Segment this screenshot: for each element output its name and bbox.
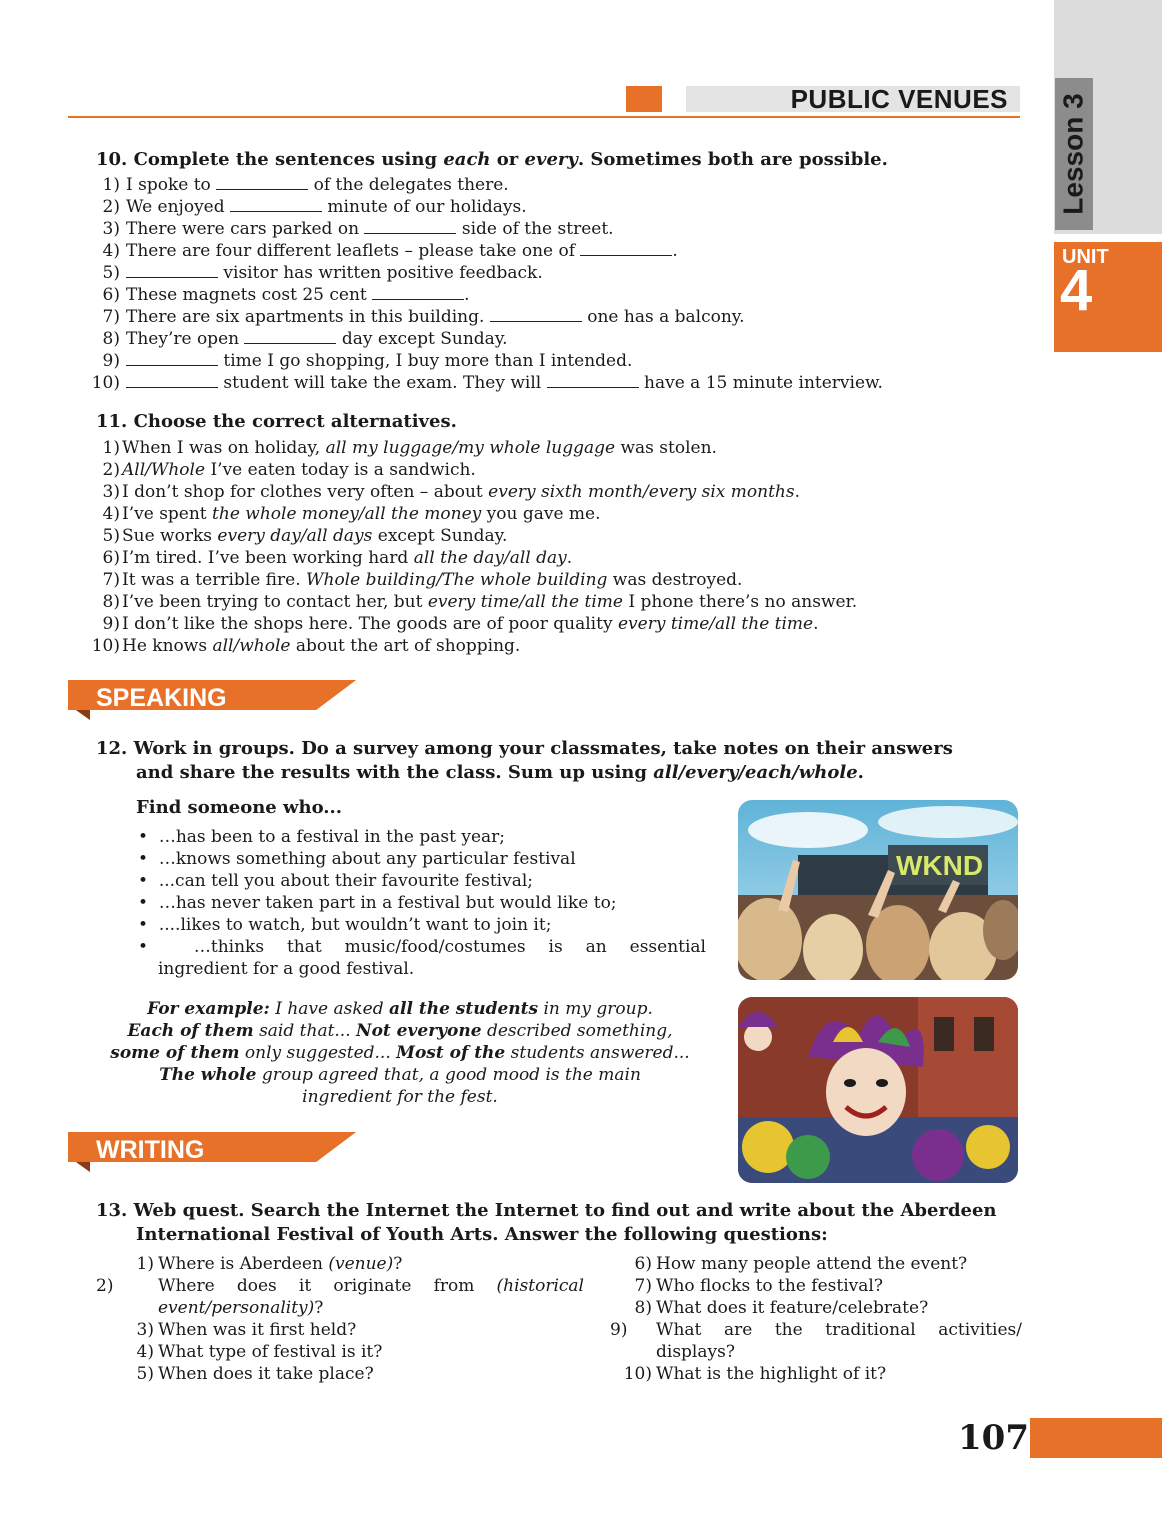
page-title: PUBLIC VENUES [790,84,1008,114]
bullet-continuation [138,958,706,980]
blank-field[interactable] [126,351,218,366]
item-number: 9) [102,351,120,371]
item-text: about the art of shopping. [290,636,521,656]
item-text: Who flocks to the festival? [656,1276,883,1296]
bullet-text: …thinks that music/food/costumes is an essential [193,937,706,957]
list-item [78,481,857,503]
item-text: There are six apartments in this building. [126,307,490,327]
writing-banner [68,1132,358,1170]
page-number-bar [1030,1418,1162,1458]
list-item [78,613,857,635]
item-number: 2) [102,197,120,217]
question-item [96,1319,584,1341]
question-item [96,1341,584,1363]
item-text: . [813,614,819,634]
list-item [78,547,857,569]
item-number: 1) [136,1254,154,1274]
blank-field[interactable] [216,175,308,190]
bullet-text: …has never taken part in a festival but would like to; [158,893,617,913]
item-text: I’m tired. I’ve been working hard [122,548,414,568]
item-text: There were cars parked on [126,219,365,239]
carnival-float-photo [738,997,1018,1183]
question-item [96,1253,584,1275]
list-item [78,437,857,459]
item-number: 6) [102,548,120,568]
list-item [78,218,883,240]
item-text: displays? [656,1342,735,1362]
blank-field[interactable] [126,263,218,278]
exercise-number: 12. [96,738,128,759]
exercise-11-title: 11. Choose the correct alternatives. [96,411,457,432]
blank-field[interactable] [364,219,456,234]
item-text: ? [393,1254,403,1274]
item-alternatives[interactable]: all the day/all day [413,548,567,568]
list-item [78,306,883,328]
ex12-line: . [857,762,864,783]
questions-left-column [96,1253,584,1385]
item-alternatives[interactable]: every time/all the time [427,592,623,612]
item-text: have a 15 minute interview. [638,373,883,393]
item-number: 10) [91,636,120,656]
bullet-item: • ...can tell you about their favourite festival; [138,871,533,891]
item-text: When was it first held? [158,1320,357,1340]
exercise-12-title-line2 [136,761,864,785]
item-text: . [672,241,678,261]
blank-field[interactable] [490,307,582,322]
speaking-banner [68,680,358,718]
item-number: 6) [102,285,120,305]
ex12-italic: all/every/each/whole [653,762,858,783]
question-item [610,1253,1022,1275]
question-item [96,1363,584,1385]
item-text: I don’t shop for clothes very often – about [122,482,489,502]
item-number: 2) [102,460,120,480]
item-number: 1) [102,175,120,195]
list-item [78,240,883,262]
item-text: . [464,285,470,305]
ex12-line: and share the results with the class. Sum up using [136,762,654,783]
question-item [610,1275,1022,1297]
list-item [78,591,857,613]
item-number: 8) [634,1298,652,1318]
list-item [78,350,883,372]
item-number: 8) [102,592,120,612]
example-line: The whole group agreed that, a good mood is the main [159,1065,641,1085]
item-text: He knows [122,636,213,656]
item-number: 5) [102,526,120,546]
item-text: Where does it originate from [158,1276,497,1296]
header-rule [68,116,1020,118]
festival-crowd-illustration [738,800,1018,980]
blank-field[interactable] [126,373,218,388]
item-text: I spoke to [126,175,217,195]
writing-banner-label: WRITING [96,1136,205,1164]
item-text: ? [314,1298,324,1318]
item-text: side of the street. [456,219,614,239]
item-number: 4) [102,504,120,524]
ex10-title-every: every [524,149,578,170]
ex10-title-part: . Sometimes both are possible. [577,149,888,170]
example-block [86,998,714,1108]
item-number: 9) [610,1320,628,1340]
bullet-text: …has been to a festival in the past year; [158,827,506,847]
item-text: What are the traditional activities/ [656,1320,1022,1340]
exercise-13-title-line2: International Festival of Youth Arts. Answer the following questions: [136,1224,828,1245]
list-item [78,569,857,591]
blank-field[interactable] [580,241,672,256]
item-number: 8) [102,329,120,349]
bullet-item: • ....likes to watch, but wouldn’t want to join it; [138,915,552,935]
page-number: 107 [958,1418,1029,1458]
list-item [78,372,883,394]
item-alternatives[interactable]: all my luggage/my whole luggage [325,438,616,458]
ex13-line: Web quest. Search the Internet the Internet to find out and write about the Aberdeen [133,1200,997,1221]
bullet-item: • …has been to a festival in the past year; [138,827,506,847]
list-item [78,196,883,218]
item-italic: (historical [496,1276,584,1296]
blank-field[interactable] [244,329,336,344]
item-text: They’re open [126,329,245,349]
item-text: We enjoyed [126,197,231,217]
list-item [78,328,883,350]
item-text: How many people attend the event? [656,1254,968,1274]
list-item [78,525,857,547]
question-item [610,1297,1022,1319]
item-number: 3) [136,1320,154,1340]
item-text: I phone there’s no answer. [622,592,858,612]
item-text: I don’t like the shops here. The goods are of poor quality [122,614,618,634]
exercise-13-title [96,1199,997,1223]
question-continuation [96,1297,584,1319]
exercise-11-list [78,437,857,657]
item-text: of the delegates there. [308,175,509,195]
list-item [78,262,883,284]
example-line: For example: I have asked all the students in my group. [147,999,653,1019]
bullet-text: ingredient for a good festival. [158,959,415,979]
lesson-label-wrap [1055,78,1093,230]
item-text: What type of festival is it? [158,1342,383,1362]
item-alternatives[interactable]: every day/all days [217,526,373,546]
find-someone-title: Find someone who... [136,797,343,818]
example-line: ingredient for the fest. [302,1087,498,1107]
example-line: Each of them said that... Not everyone described something, [127,1021,673,1041]
item-text: There are four different leaflets – please take one of [126,241,581,261]
item-text: What does it feature/celebrate? [656,1298,929,1318]
ex12-line: Work in groups. Do a survey among your classmates, take notes on their answers [133,738,953,759]
header-accent-block [626,86,662,112]
item-text: student will take the exam. They will [218,373,547,393]
speaking-banner-label: SPEAKING [96,684,227,712]
item-number: 4) [102,241,120,261]
exercise-number: 13. [96,1200,128,1221]
item-number: 10) [91,373,120,393]
list-item [78,459,857,481]
item-number: 2) [96,1276,114,1296]
exercise-12-title [96,737,953,761]
item-text: except Sunday. [372,526,508,546]
questions-right-column [610,1253,1022,1385]
item-number: 1) [102,438,120,458]
carnival-float-illustration [738,997,1018,1183]
question-item [610,1363,1022,1385]
item-text: What is the highlight of it? [656,1364,887,1384]
question-continuation [610,1341,1022,1363]
item-italic: (venue) [328,1254,394,1274]
list-item [78,174,883,196]
ex10-title-each: each [443,149,491,170]
exercise-10-title [96,148,888,172]
unit-label: UNIT [1062,246,1109,268]
lesson-label: Lesson 3 [1058,93,1090,215]
item-text: I’ve been trying to contact her, but [122,592,428,612]
item-number: 7) [102,570,120,590]
blank-field[interactable] [372,285,464,300]
item-number: 4) [136,1342,154,1362]
ex10-title-part: 10. Complete the sentences using [96,149,444,170]
item-alternatives[interactable]: All/Whole [122,460,206,480]
item-alternatives[interactable]: Whole building/The whole building [306,570,608,590]
list-item [78,503,857,525]
list-item [78,635,857,657]
item-alternatives[interactable]: all/whole [212,636,291,656]
bullet-item: • …has never taken part in a festival but would like to; [138,893,617,913]
item-text: was stolen. [615,438,717,458]
list-item [78,284,883,306]
bullet-item: • …thinks that music/food/costumes is an essential [138,937,706,957]
item-text: . [566,548,573,568]
item-text: When I was on holiday, [122,438,326,458]
bullet-text: ....likes to watch, but wouldn’t want to join it; [158,915,552,935]
item-number: 5) [102,263,120,283]
item-text: was destroyed. [607,570,743,590]
item-text: I’ve spent [122,504,213,524]
item-text: time I go shopping, I buy more than I intended. [218,351,633,371]
item-text: It was a terrible fire. [122,570,307,590]
item-text: Sue works [122,526,218,546]
item-text: When does it take place? [158,1364,374,1384]
item-text: one has a balcony. [581,307,745,327]
item-text: . [794,482,800,502]
item-text: Where is Aberdeen [158,1254,329,1274]
item-number: 5) [136,1364,154,1384]
item-italic: event/personality) [158,1298,315,1318]
item-number: 3) [102,219,120,239]
ex10-title-part: or [490,149,525,170]
item-alternatives[interactable]: every sixth month/every six months [488,482,795,502]
festival-crowd-photo [738,800,1018,980]
item-number: 9) [102,614,120,634]
example-line: some of them only suggested... Most of the students answered... [110,1043,690,1063]
item-number: 3) [102,482,120,502]
question-item [610,1319,1022,1341]
blank-field[interactable] [547,373,639,388]
question-item [96,1275,584,1297]
item-text: you gave me. [481,504,601,524]
unit-number: 4 [1060,258,1093,323]
item-alternatives[interactable]: every time/all the time [617,614,814,634]
stage-sign: WKND [896,850,984,881]
bullet-item: • …knows something about any particular festival [138,849,576,869]
bullet-text: …knows something about any particular festival [158,849,576,869]
bullet-text: ...can tell you about their favourite festival; [158,871,533,891]
item-text: These magnets cost 25 cent [126,285,373,305]
exercise-10-list [78,174,883,394]
item-number: 6) [634,1254,652,1274]
item-text: I’ve eaten today is a sandwich. [205,460,476,480]
survey-bullets [138,826,706,980]
blank-field[interactable] [230,197,322,212]
item-text: visitor has written positive feedback. [218,263,543,283]
item-text: minute of our holidays. [322,197,527,217]
item-number: 7) [634,1276,652,1296]
item-text: day except Sunday. [336,329,508,349]
item-number: 10) [623,1364,652,1384]
item-alternatives[interactable]: the whole money/all the money [212,504,482,524]
item-number: 7) [102,307,120,327]
